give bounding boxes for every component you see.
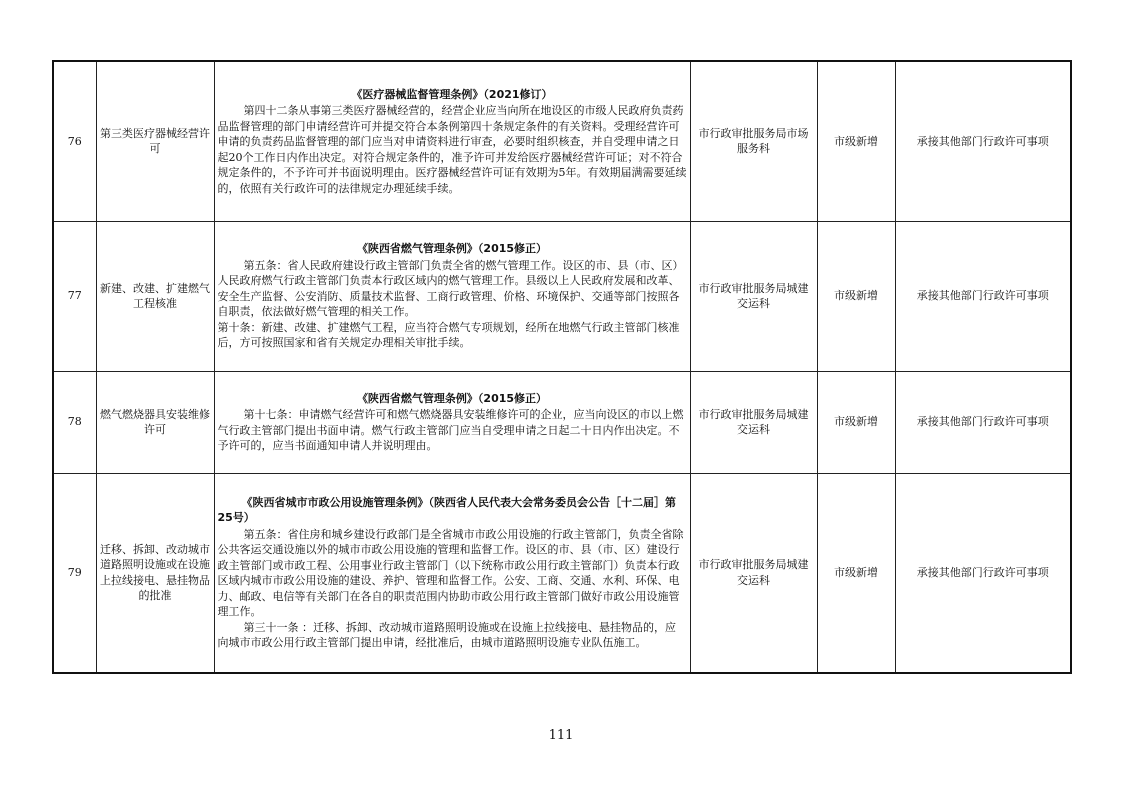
item-name: 迁移、拆卸、改动城市道路照明设施或在设施上拉线接电、悬挂物品的批准 — [96, 473, 214, 673]
legal-basis — [214, 473, 690, 673]
regulation-article: 第五条：省人民政府建设行政主管部门负责全省的燃气管理工作。设区的市、县（市、区）人民政府燃气行政主管部门负责本行政区域内的燃气管理工作。县级以上人民政府发展和改革、安全生产监督、公安消防、质量技术监督、工商行政管理、价格、环境保护、交通等部门按照各自职责，依法做好燃气管理的相关工作。 — [217, 258, 684, 319]
regulation-article: 第十七条：申请燃气经营许可和燃气燃烧器具安装维修许可的企业，应当向设区的市以上燃气行政主管部门提出书面申请。燃气行政主管部门应当自受理申请之日起二十日内作出决定。不予许可的，应当书面通知申请人并说明理由。 — [217, 408, 684, 452]
remark: 承接其他部门行政许可事项 — [895, 221, 1071, 371]
remark: 承接其他部门行政许可事项 — [895, 473, 1071, 673]
adjustment-mode: 市级新增 — [817, 371, 895, 473]
approval-items-table — [52, 60, 1072, 674]
table-row — [53, 61, 1071, 221]
regulation-article: 第五条：省住房和城乡建设行政部门是全省城市市政公用设施的行政主管部门，负责全省除公共客运交通设施以外的城市市政公用设施的管理和监督工作。设区的市、县（市、区）建设行政主管部门或市政工程、公用事业行政主管部门（以下统称市政公用行政主管部门）负责本行政区域内城市市政公用设施的建设、养护、管理和监督工作。公安、工商、交通、水利、环保、电力、邮政、电信等有关部门在各自的职责范围内协助市政公用行政主管部门做好市政公用设施管理工作。 — [217, 527, 684, 619]
regulation-article: 第十条：新建、改建、扩建燃气工程，应当符合燃气专项规划，经所在地燃气行政主管部门核准后，方可按照国家和省有关规定办理相关审批手续。 — [217, 320, 680, 350]
responsible-department: 市行政审批服务局城建交运科 — [690, 221, 817, 371]
regulation-title: 《陕西省燃气管理条例》（2015修正） — [356, 242, 548, 256]
responsible-department: 市行政审批服务局城建交运科 — [690, 473, 817, 673]
legal-basis — [214, 221, 690, 371]
table-row — [53, 371, 1071, 473]
regulation-title: 《陕西省城市市政公用设施管理条例》（陕西省人民代表大会常务委员会公告［十二届］第25号） — [217, 495, 676, 525]
legal-basis — [214, 371, 690, 473]
item-number: 79 — [53, 473, 96, 673]
regulation-article: 第四十二条从事第三类医疗器械经营的，经营企业应当向所在地设区的市级人民政府负责药品监督管理的部门申请经营许可并提交符合本条例第四十条规定条件的有关资料。受理经营许可申请的负责药品监督管理的部门应当对申请资料进行审查，必要时组织核查，并自受理申请之日起20个工作日内作出决定。对符合规定条件的，准予许可并发给医疗器械经营许可证；对不符合规定条件的，不予许可并书面说明理由。医疗器械经营许可证有效期为5年。有效期届满需要延续的，依照有关行政许可的法律规定办理延续手续。 — [217, 104, 687, 195]
table-row — [53, 473, 1071, 673]
item-number: 77 — [53, 221, 96, 371]
remark: 承接其他部门行政许可事项 — [895, 61, 1071, 221]
responsible-department: 市行政审批服务局市场服务科 — [690, 61, 817, 221]
adjustment-mode: 市级新增 — [817, 221, 895, 371]
item-number: 76 — [53, 61, 96, 221]
remark: 承接其他部门行政许可事项 — [895, 371, 1071, 473]
item-number: 78 — [53, 371, 96, 473]
adjustment-mode: 市级新增 — [817, 473, 895, 673]
adjustment-mode: 市级新增 — [817, 61, 895, 221]
responsible-department: 市行政审批服务局城建交运科 — [690, 371, 817, 473]
item-name: 新建、改建、扩建燃气工程核准 — [96, 221, 214, 371]
table-row — [53, 221, 1071, 371]
regulation-title: 《医疗器械监督管理条例》（2021修订） — [351, 87, 553, 101]
page-number: 111 — [548, 728, 574, 743]
legal-basis — [214, 61, 690, 221]
regulation-article: 第三十一条 ：迁移、拆卸、改动城市道路照明设施或在设施上拉线接电、悬挂物品的，应向城市市政公用行政主管部门提出申请，经批准后，由城市道路照明设施专业队伍施工。 — [217, 620, 676, 650]
item-name: 第三类医疗器械经营许可 — [96, 61, 214, 221]
item-name: 燃气燃烧器具安装维修许可 — [96, 371, 214, 473]
regulation-title: 《陕西省燃气管理条例》（2015修正） — [356, 391, 548, 405]
